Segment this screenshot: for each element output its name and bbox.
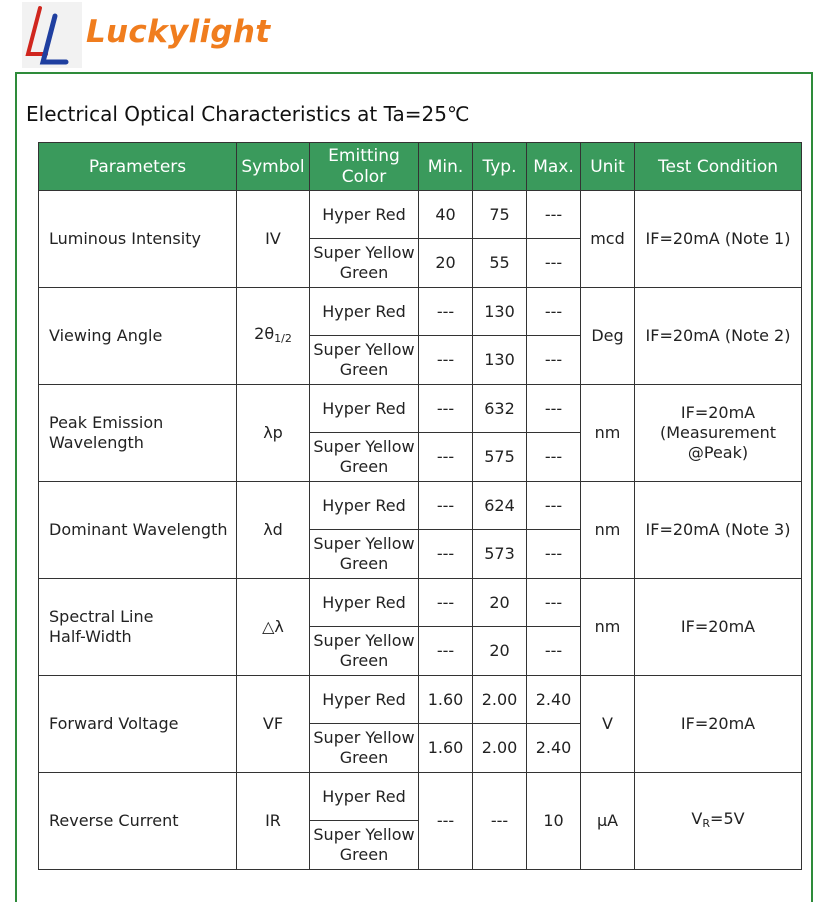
- min-value: ---: [419, 288, 473, 336]
- min-value: 1.60: [419, 724, 473, 773]
- test-condition-cell: [635, 773, 802, 870]
- unit-cell: mcd: [581, 191, 635, 288]
- unit-cell: Deg: [581, 288, 635, 385]
- test-condition-line: @Peak): [687, 443, 749, 462]
- max-value: 2.40: [527, 724, 581, 773]
- table-header-row: [39, 143, 802, 191]
- min-value: ---: [419, 433, 473, 482]
- typ-value: ---: [473, 773, 527, 870]
- parameter-name: Luminous Intensity: [49, 229, 201, 248]
- min-value: ---: [419, 579, 473, 627]
- max-value: 2.40: [527, 676, 581, 724]
- characteristics-table: [38, 142, 802, 870]
- parameter-name: Peak Emission: [49, 413, 164, 432]
- typ-value: 2.00: [473, 724, 527, 773]
- min-value: 1.60: [419, 676, 473, 724]
- symbol-text: △λ: [262, 617, 284, 636]
- test-condition-line: IF=20mA: [680, 403, 756, 422]
- max-value: ---: [527, 239, 581, 288]
- test-condition-line: (Measurement: [659, 423, 777, 442]
- min-value: ---: [419, 482, 473, 530]
- typ-value: 75: [473, 191, 527, 239]
- parameter-cell: [39, 676, 237, 773]
- parameter-name: Half-Width: [49, 627, 132, 646]
- parameter-cell: [39, 191, 237, 288]
- min-value: ---: [419, 530, 473, 579]
- parameter-cell: [39, 288, 237, 385]
- test-condition-cell: [635, 385, 802, 482]
- symbol-text: λd: [263, 520, 283, 539]
- header-typ: Typ.: [473, 143, 527, 191]
- table-row: [39, 288, 802, 336]
- max-value: 10: [527, 773, 581, 870]
- emitting-color-cell: Super Yellow Green: [310, 530, 419, 579]
- test-condition-cell: [635, 191, 802, 288]
- typ-value: 55: [473, 239, 527, 288]
- parameter-cell: [39, 773, 237, 870]
- test-condition-line: IF=20mA (Note 3): [645, 520, 791, 539]
- page-title: Electrical Optical Characteristics at Ta=25℃: [26, 102, 470, 126]
- min-value: 40: [419, 191, 473, 239]
- header-test-condition: Test Condition: [635, 143, 802, 191]
- max-value: ---: [527, 336, 581, 385]
- typ-value: 20: [473, 627, 527, 676]
- parameter-cell: [39, 385, 237, 482]
- parameter-cell: [39, 482, 237, 579]
- unit-cell: V: [581, 676, 635, 773]
- typ-value: 573: [473, 530, 527, 579]
- max-value: ---: [527, 288, 581, 336]
- symbol-text: 2θ: [254, 323, 275, 343]
- typ-value: 624: [473, 482, 527, 530]
- symbol-cell: [237, 579, 310, 676]
- emitting-color-cell: Super Yellow Green: [310, 724, 419, 773]
- test-condition-text: V: [691, 808, 703, 828]
- test-condition-line: IF=20mA: [680, 714, 756, 733]
- max-value: ---: [527, 385, 581, 433]
- emitting-color-cell: Hyper Red: [310, 773, 419, 821]
- table-row: [39, 385, 802, 433]
- min-value: ---: [419, 773, 473, 870]
- condition-subscript: R: [702, 816, 711, 830]
- emitting-color-cell: Hyper Red: [310, 676, 419, 724]
- test-condition-cell: [635, 579, 802, 676]
- header-unit: Unit: [581, 143, 635, 191]
- symbol-cell: [237, 482, 310, 579]
- parameter-cell: [39, 579, 237, 676]
- test-condition-line: IF=20mA (Note 2): [645, 326, 791, 345]
- unit-cell: nm: [581, 579, 635, 676]
- min-value: ---: [419, 385, 473, 433]
- typ-value: 632: [473, 385, 527, 433]
- brand-name: Luckylight: [86, 14, 271, 50]
- test-condition-cell: [635, 676, 802, 773]
- min-value: 20: [419, 239, 473, 288]
- symbol-text: IR: [265, 811, 281, 830]
- table-row: [39, 773, 802, 821]
- symbol-cell: [237, 191, 310, 288]
- symbol-cell: [237, 676, 310, 773]
- table-row: [39, 482, 802, 530]
- emitting-color-cell: Hyper Red: [310, 579, 419, 627]
- table-row: [39, 191, 802, 239]
- emitting-color-cell: Super Yellow Green: [310, 627, 419, 676]
- max-value: ---: [527, 627, 581, 676]
- parameter-name: Forward Voltage: [49, 714, 179, 733]
- unit-cell: μA: [581, 773, 635, 870]
- parameter-name: Viewing Angle: [49, 326, 163, 345]
- emitting-color-cell: Super Yellow Green: [310, 821, 419, 870]
- header-min: Min.: [419, 143, 473, 191]
- symbol-text: VF: [262, 714, 284, 733]
- parameter-name: Wavelength: [49, 433, 144, 452]
- header-max: Max.: [527, 143, 581, 191]
- symbol-text: IV: [265, 229, 281, 248]
- test-condition-cell: [635, 482, 802, 579]
- header-parameters: Parameters: [39, 143, 237, 191]
- symbol-text: λp: [263, 423, 283, 442]
- max-value: ---: [527, 482, 581, 530]
- emitting-color-cell: Hyper Red: [310, 288, 419, 336]
- symbol-cell: [237, 288, 310, 385]
- test-condition-line: IF=20mA (Note 1): [645, 229, 791, 248]
- test-condition-cell: [635, 288, 802, 385]
- max-value: ---: [527, 530, 581, 579]
- max-value: ---: [527, 433, 581, 482]
- unit-cell: nm: [581, 482, 635, 579]
- emitting-color-cell: Super Yellow Green: [310, 433, 419, 482]
- unit-cell: nm: [581, 385, 635, 482]
- typ-value: 130: [473, 336, 527, 385]
- emitting-color-cell: Hyper Red: [310, 385, 419, 433]
- typ-value: 130: [473, 288, 527, 336]
- test-condition-line: IF=20mA: [680, 617, 756, 636]
- max-value: ---: [527, 191, 581, 239]
- parameter-name: Dominant Wavelength: [49, 520, 228, 539]
- emitting-color-cell: Hyper Red: [310, 191, 419, 239]
- symbol-subscript: 1/2: [274, 331, 292, 345]
- luckylight-logo: [22, 2, 82, 68]
- emitting-color-cell: Hyper Red: [310, 482, 419, 530]
- symbol-cell: [237, 773, 310, 870]
- typ-value: 2.00: [473, 676, 527, 724]
- emitting-color-cell: Super Yellow Green: [310, 336, 419, 385]
- header-emitting-color: Emitting Color: [310, 143, 419, 191]
- typ-value: 20: [473, 579, 527, 627]
- test-condition-text: =5V: [710, 808, 745, 828]
- typ-value: 575: [473, 433, 527, 482]
- table-body: [39, 191, 802, 870]
- header-symbol: Symbol: [237, 143, 310, 191]
- min-value: ---: [419, 627, 473, 676]
- parameter-name: Reverse Current: [49, 811, 179, 830]
- table-row: [39, 579, 802, 627]
- table-row: [39, 676, 802, 724]
- emitting-color-cell: Super Yellow Green: [310, 239, 419, 288]
- min-value: ---: [419, 336, 473, 385]
- parameter-name: Spectral Line: [49, 607, 154, 626]
- symbol-cell: [237, 385, 310, 482]
- max-value: ---: [527, 579, 581, 627]
